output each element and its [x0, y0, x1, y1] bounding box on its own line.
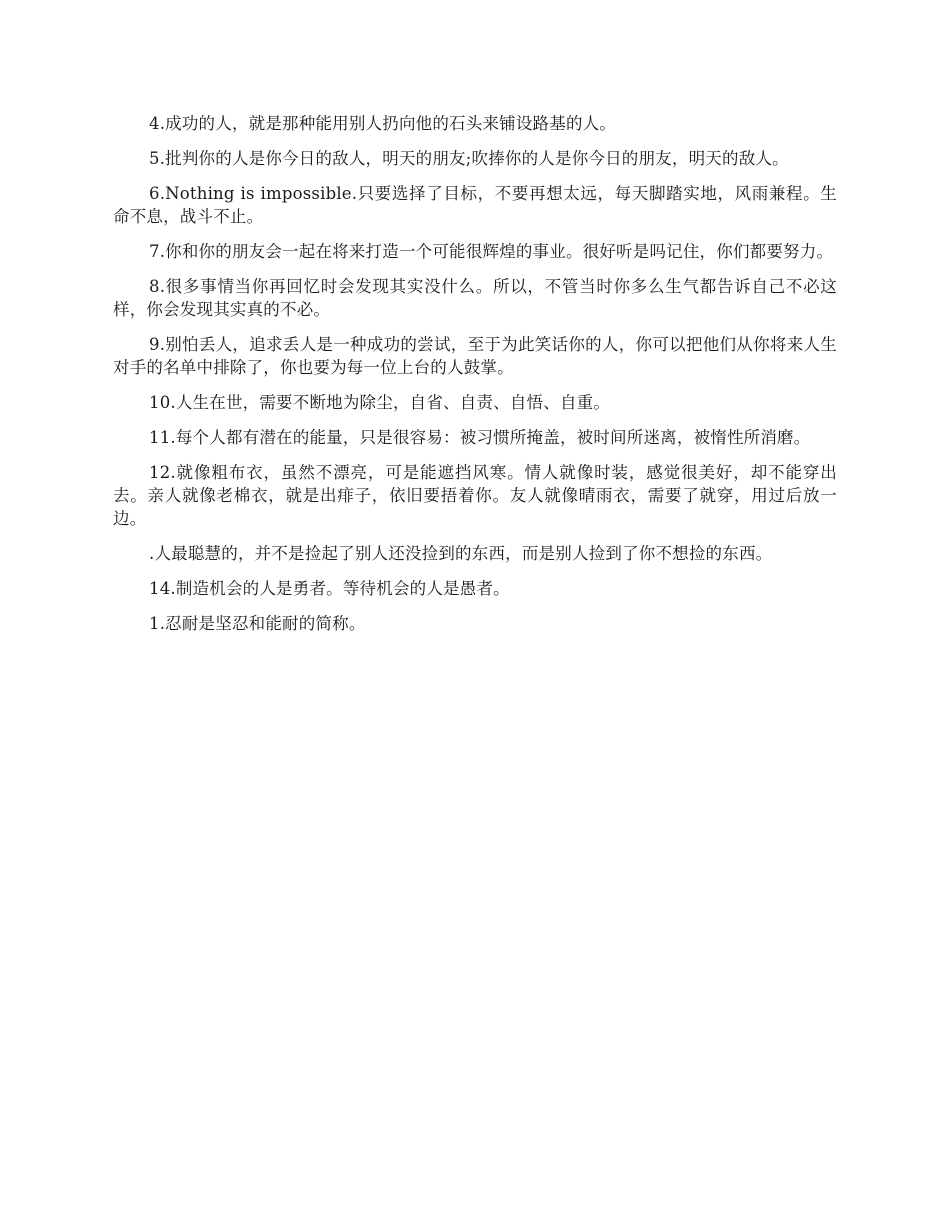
paragraph-6: 6.Nothing is impossible.只要选择了目标，不要再想太远，每天脚踏实地，风雨兼程。生命不息，战斗不止。: [113, 184, 837, 226]
paragraph-13: .人最聪慧的，并不是捡起了别人还没捡到的东西，而是别人捡到了你不想捡的东西。: [149, 544, 773, 563]
paragraph-4: 4.成功的人，就是那种能用别人扔向他的石头来铺设路基的人。: [149, 114, 617, 133]
document-body: [113, 112, 837, 647]
paragraph-12: 12.就像粗布衣，虽然不漂亮，可是能遮挡风寒。情人就像时装，感觉很美好，却不能穿出去。亲人就像老棉衣，就是出痱子，依旧要捂着你。友人就像晴雨衣，需要了就穿，用过后放一边。: [113, 463, 837, 528]
paragraph-1: 1.忍耐是坚忍和能耐的简称。: [149, 614, 366, 633]
paragraph-9: 9.别怕丢人，追求丢人是一种成功的尝试，至于为此笑话你的人，你可以把他们从你将来人生对手的名单中排除了，你也要为每一位上台的人鼓掌。: [113, 335, 837, 377]
paragraph-14: 14.制造机会的人是勇者。等待机会的人是愚者。: [149, 579, 510, 598]
paragraph-10: 10.人生在世，需要不断地为除尘，自省、自责、自悟、自重。: [149, 393, 611, 412]
paragraph-7: 7.你和你的朋友会一起在将来打造一个可能很辉煌的事业。很好听是吗记住，你们都要努力。: [149, 242, 834, 261]
paragraph-5: 5.批判你的人是你今日的敌人，明天的朋友;吹捧你的人是你今日的朋友，明天的敌人。: [149, 149, 789, 168]
paragraph-11: 11.每个人都有潜在的能量，只是很容易：被习惯所掩盖，被时间所迷离，被惰性所消磨。: [149, 428, 811, 447]
paragraph-8: 8.很多事情当你再回忆时会发现其实没什么。所以，不管当时你多么生气都告诉自己不必这样，你会发现其实真的不必。: [113, 277, 837, 319]
